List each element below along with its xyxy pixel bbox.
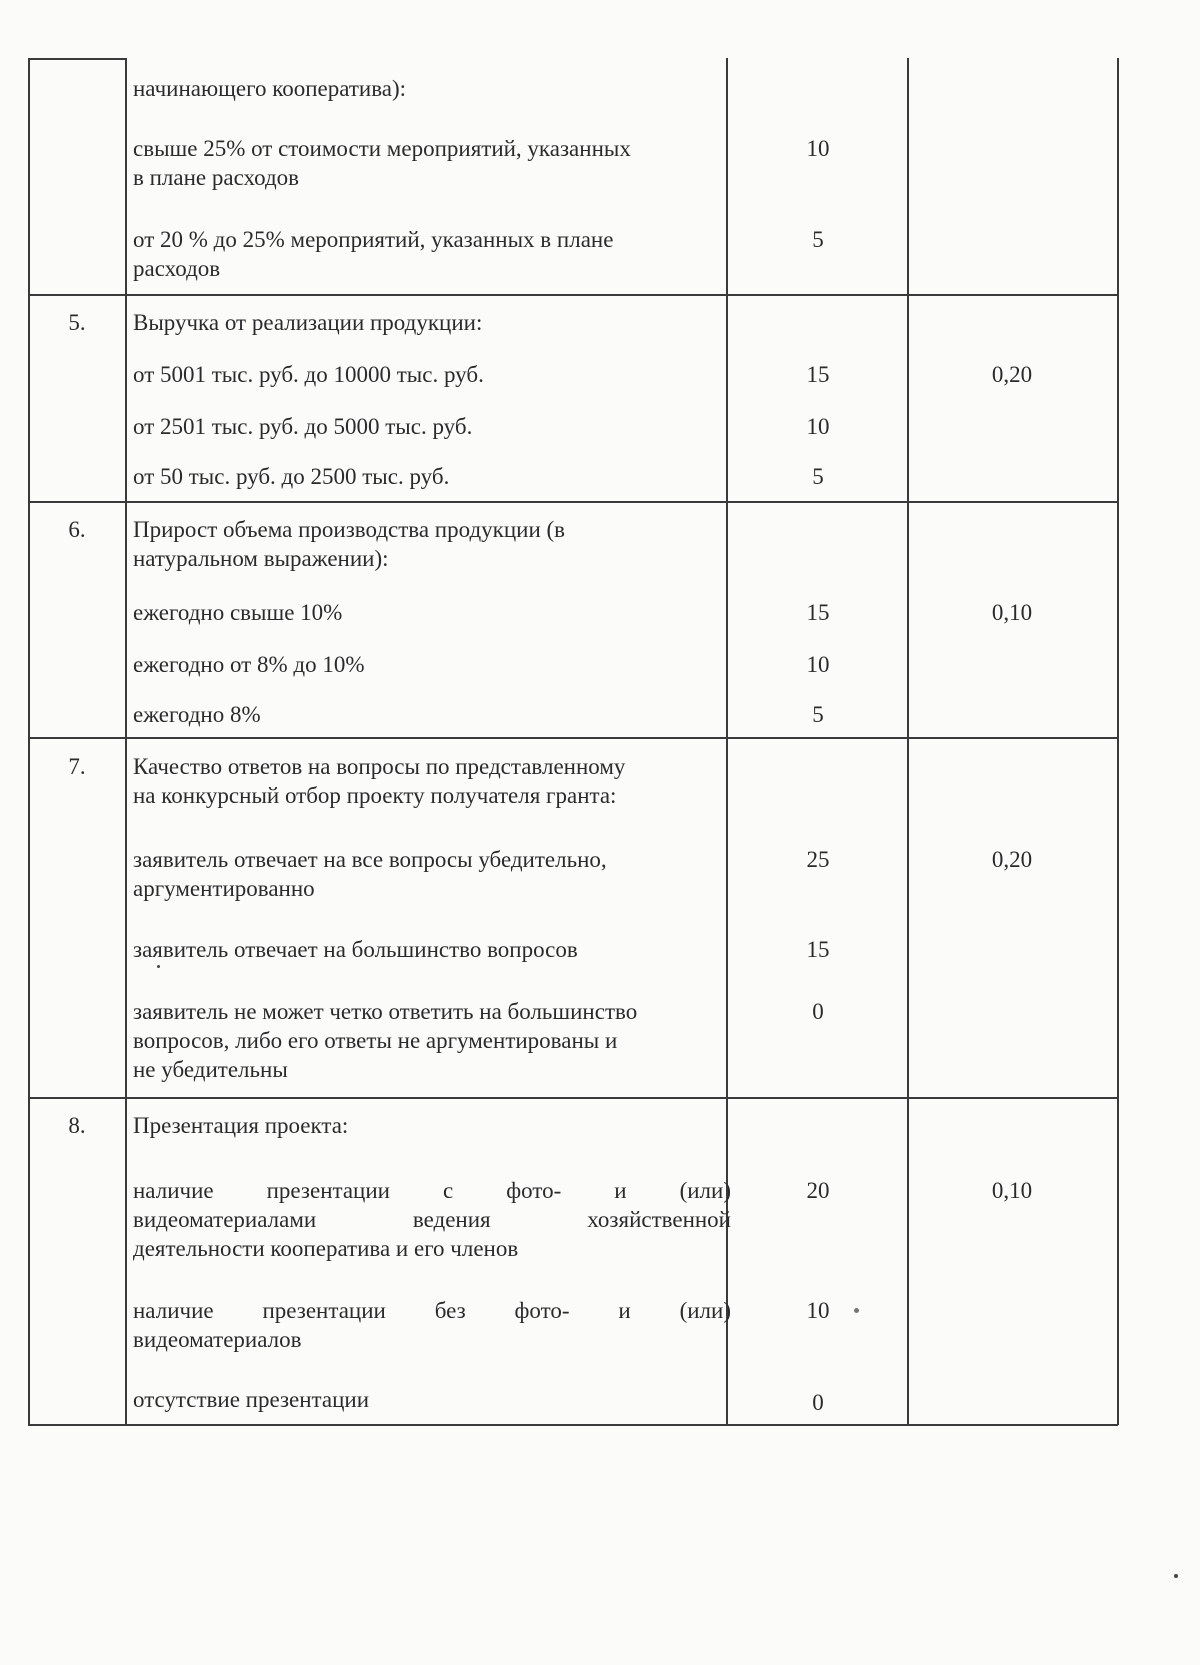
row4-score-2: 5: [812, 227, 824, 252]
scan-speck: [1174, 1574, 1178, 1578]
row8-line-5: наличие презентации без фото- и (или): [133, 1298, 731, 1323]
row8-score-3: 0: [812, 1390, 824, 1415]
row7-line-6: заявитель не может четко ответить на большинство: [133, 999, 638, 1024]
row-separator-6: [28, 501, 1118, 503]
row5-line-1: Выручка от реализации продукции:: [133, 310, 483, 335]
row8-weight: 0,10: [991, 1178, 1033, 1203]
row6-line-5: ежегодно 8%: [133, 702, 261, 727]
row5-score-1: 15: [806, 362, 830, 387]
row8-line-6: видеоматериалов: [133, 1327, 302, 1352]
row-separator-5: [28, 294, 1118, 296]
scan-speck: [854, 1308, 859, 1313]
row7-score-2: 15: [806, 937, 830, 962]
row8-line-4: деятельности кооператива и его членов: [133, 1236, 519, 1261]
row4-line-1: начинающего кооператива):: [133, 76, 407, 101]
row4-line-2: свыше 25% от стоимости мероприятий, указанных: [133, 136, 631, 161]
row4-line-3: в плане расходов: [133, 165, 300, 190]
row5-line-2: от 5001 тыс. руб. до 10000 тыс. руб.: [133, 362, 484, 387]
row6-index: 6.: [68, 517, 86, 542]
row8-line-1: Презентация проекта:: [133, 1113, 349, 1138]
row8-score-2: 10: [806, 1298, 830, 1323]
row5-score-2: 10: [806, 414, 830, 439]
row7-line-7: вопросов, либо его ответы не аргументированы и: [133, 1028, 618, 1053]
row6-score-3: 5: [812, 702, 824, 727]
row8-line-3: видеоматериалами ведения хозяйственной: [133, 1207, 731, 1232]
row6-weight: 0,10: [991, 600, 1033, 625]
row7-line-8: не убедительны: [133, 1057, 288, 1082]
row4-line-5: расходов: [133, 256, 221, 281]
table-divider-score: [907, 58, 909, 1425]
table-border-left: [28, 58, 30, 1425]
row5-line-4: от 50 тыс. руб. до 2500 тыс. руб.: [133, 464, 450, 489]
row7-score-1: 25: [806, 847, 830, 872]
row-separator-8: [28, 1097, 1118, 1099]
row8-line-7: отсутствие презентации: [133, 1387, 370, 1412]
row5-line-3: от 2501 тыс. руб. до 5000 тыс. руб.: [133, 414, 473, 439]
row4-line-4: от 20 % до 25% мероприятий, указанных в плане: [133, 227, 614, 252]
row8-index: 8.: [68, 1113, 86, 1138]
row6-score-2: 10: [806, 652, 830, 677]
row8-score-1: 20: [806, 1178, 830, 1203]
table-border-top: [28, 58, 126, 60]
row7-index: 7.: [68, 754, 86, 779]
row5-weight: 0,20: [991, 362, 1033, 387]
scan-speck: [157, 965, 160, 968]
row6-line-4: ежегодно от 8% до 10%: [133, 652, 365, 677]
table-border-right: [1117, 58, 1119, 1425]
row7-line-1: Качество ответов на вопросы по представленному: [133, 754, 626, 779]
table-border-bottom: [28, 1424, 1118, 1426]
row-separator-7: [28, 737, 1118, 739]
row5-index: 5.: [68, 310, 86, 335]
row5-score-3: 5: [812, 464, 824, 489]
row6-line-1: Прирост объема производства продукции (в: [133, 517, 566, 542]
row7-line-5: заявитель отвечает на большинство вопросов: [133, 937, 578, 962]
row6-line-3: ежегодно свыше 10%: [133, 600, 343, 625]
row8-line-2: наличие презентации с фото- и (или): [133, 1178, 731, 1203]
row6-score-1: 15: [806, 600, 830, 625]
row7-line-4: аргументированно: [133, 876, 315, 901]
row7-line-3: заявитель отвечает на все вопросы убедительно,: [133, 847, 607, 872]
row7-score-3: 0: [812, 999, 824, 1024]
row6-line-2: натуральном выражении):: [133, 546, 389, 571]
row4-score-1: 10: [806, 136, 830, 161]
row7-line-2: на конкурсный отбор проекту получателя гранта:: [133, 783, 617, 808]
row7-weight: 0,20: [991, 847, 1033, 872]
table-divider-index: [125, 58, 127, 1425]
